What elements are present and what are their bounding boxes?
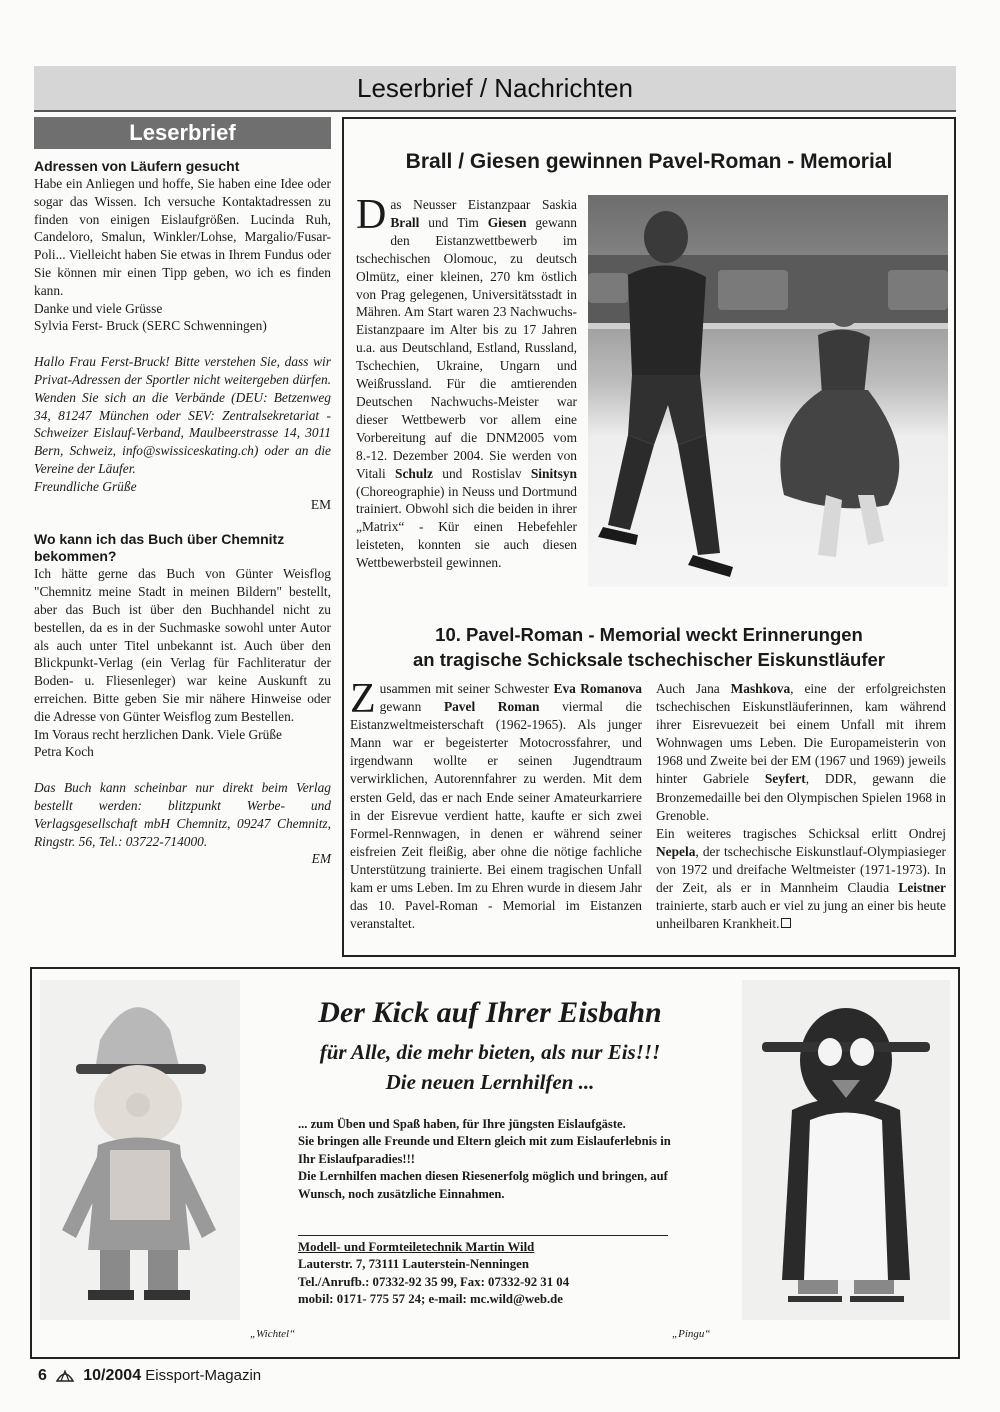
- letter2-heading: Wo kann ich das Buch über Chemnitz bekommen?: [34, 531, 285, 565]
- article2-text-part: trainierte, starb auch er viel zu jung an einer bis heute unheilbaren Krankheit.: [656, 898, 946, 932]
- end-of-article-icon: [781, 918, 791, 928]
- article2-dropcap: Z: [350, 676, 376, 722]
- leserbrief-column: [34, 158, 331, 868]
- article2-title: [342, 622, 956, 672]
- name-brall: Brall: [390, 214, 420, 230]
- article2-text-part: viermal die Eistanzweltmeisterschaft (1962-1965). Als junger Mann war er begeisterter Motocrossfahrer, und irgendwann wollte er seinen Jugendtraum verwirklichen, Autorennfahrer zu werden. Mit dem ersten Geld, das er nach Ende seiner Amateurkarriere in der Eisrevue verdient hatte, kaufte er sich zwei Formel-Rennwagen, in denen er während seiner eisfreien Zeit fleißig, aber ohne die nötige fachliche Unterstützung trainierte. Bei einem tragischen Unfall kam er ums Leben. Im zu Ehren wurde in diesem Jahr das 10. Pavel-Roman - Memorial im Eistanzen veranstaltet.: [350, 699, 642, 932]
- ad-subheadline-2: Die neuen Lernhilfen ...: [385, 1070, 595, 1094]
- letter2-signature: Petra Koch: [34, 744, 94, 760]
- article1-text-part: gewann den Eistanzwettbewerb im tschechischen Olomouc, zu deutsch Olmütz, einer kleinen, 270 km östlich von Prag gelegenen, Universitätsstadt in Mähren. Am Start waren 23 Nachwuchs-Eistanzpaare im Alter bis zu 17 Jahren u.a. aus Deutschland, Estland, Russland, Tschechien, Ukraine, Ungarn und Weißrussland. Für die amtierenden Deutschen Nachwuchs-Meister war dieser Wettbewerb vor allem eine Vorbereitung auf die DNM2005 vom 8.-12. Dezember 2004. Sie werden von Vitali: [356, 214, 577, 481]
- magazine-logo-icon: [55, 1365, 75, 1383]
- issue-number: 10/2004: [83, 1367, 142, 1384]
- letter1-reply-closing: Freundliche Grüße: [34, 478, 137, 494]
- letter1-reply: Hallo Frau Ferst-Bruck! Bitte verstehen Sie, dass wir Privat-Adressen der Sportler nicht weitergeben dürfen. Wenden Sie sich an die Verbände (DEU: Betzenweg 34, 81247 München oder SEV: Zentralsekretariat - Schweizer Eislauf-Verband, Maulbeerstrasse 14, 3011 Bern, Schweiz, info@swissiceskating.ch) oder an die Vereine der Läufer.: [34, 354, 331, 476]
- letter2-thanks: Im Voraus recht herzlichen Dank. Viele Grüße: [34, 726, 282, 742]
- ad-divider: [298, 1235, 668, 1236]
- article1-dropcap: D: [356, 192, 387, 238]
- name-leistner: Leistner: [898, 880, 946, 896]
- page-number: 6: [38, 1367, 47, 1384]
- ad-line-3: Die Lernhilfen machen diesen Riesenerfolg möglich und bringen, auf Wunsch, noch zusätzliche Einnahmen.: [298, 1169, 668, 1201]
- letter2-body: Ich hätte gerne das Buch von Günter Weisflog "Chemnitz meine Stadt in meinen Bildern" bestellt, aber das Buch ist über den Buchhandel nicht zu bestellen, da es in der Suchmaske sowohl unter Autor als auch unter Titel unbekannt ist. Auch über den Blickpunkt-Verlag (ein Verlag für Fachliteratur der Boden- u. Fliesenleger) war keine Auskunft zu erreichen. Bitte geben Sie mir nähere Hinweise oder die Adresse von Günter Weisflog zum Bestellen.: [34, 566, 331, 724]
- magazine-name: Eissport-Magazin: [145, 1367, 262, 1384]
- ad-line-2: Sie bringen alle Freunde und Eltern gleich mit zum Eislauferlebnis in Ihr Eislaufparadies!!!: [298, 1134, 671, 1166]
- letter1-signature: Sylvia Ferst- Bruck (SERC Schwenningen): [34, 318, 267, 334]
- ice-dance-photo-illustration: [588, 195, 948, 587]
- pingu-figure-photo: [742, 980, 950, 1320]
- letter2-reply: Das Buch kann scheinbar nur direkt beim Verlag bestellt werden: blitzpunkt Werbe- und Verlagsgesellschaft mbH Chemnitz, 09247 Chemnitz, Ringstr. 56, Tel.: 03722-714000.: [34, 780, 331, 849]
- name-pavel-roman: Pavel Roman: [443, 699, 540, 715]
- letter1-body: Habe ein Anliegen und hoffe, Sie haben eine Idee oder sogar das Wissen. Ich versuche Kontaktadressen zu finden von einigen Eislaufgrößen. Lucinda Ruh, Candeloro, Smalun, Winkler/Lohse, Margalio/Fusar-Poli... Vielleicht haben Sie etwas in Ihrem Fundus oder Sie können mir einen Tipp geben, wo ich es finden kann.: [34, 176, 331, 298]
- wichtel-caption: „Wichtel“: [250, 1328, 296, 1340]
- pingu-figure-illustration: [742, 980, 950, 1320]
- wichtel-figure-illustration: [40, 980, 240, 1320]
- article1-text-part: as Neusser Eistanzpaar Saskia: [390, 197, 577, 212]
- leserbrief-band: [34, 117, 331, 149]
- wichtel-figure-photo: [40, 980, 240, 1320]
- article1-text: [356, 192, 577, 572]
- article2-title-line1: 10. Pavel-Roman - Memorial weckt Erinnerungen: [435, 624, 863, 645]
- name-mashkova: Mashkova: [730, 681, 791, 696]
- name-sinitsyn: Sinitsyn: [530, 465, 577, 481]
- article1-text-part: (Choreographie) in Neuss und Dortmund trainiert. Obwohl sich die beiden in ihrer „Matrix“ - Kür einen Hebefehler leisteten, konnten sie auch diesen Wettbewerbsteil gewinnen.: [356, 483, 577, 571]
- name-giesen: Giesen: [487, 214, 527, 230]
- ad-subheadline-1: für Alle, die mehr bieten, als nur Eis!!!: [319, 1040, 661, 1064]
- ad-address: Lauterstr. 7, 73111 Lauterstein-Nenningen: [298, 1257, 529, 1272]
- article2-text-part: Auch Jana: [656, 681, 731, 696]
- ad-contact: [298, 1239, 678, 1309]
- article2-text-part: , eine der erfolgreichsten tschechischen Eiskunstläuferinnen, kam während ihrer Eisrevuezeit bei einem Unfall mit ihrem Wohnwagen ums Leben. Die Europameisterin von 1968 und Zweite bei der EM (1967 und 1969) jeweils hinter Gabriele: [656, 681, 946, 787]
- name-eva-romanova: Eva Romanova: [553, 681, 643, 696]
- name-schulz: Schulz: [395, 465, 433, 481]
- article1-title: Brall / Giesen gewinnen Pavel-Roman - Memorial: [405, 150, 893, 173]
- section-header: [34, 66, 956, 112]
- ad-headline: Der Kick auf Ihrer Eisbahn: [318, 996, 662, 1029]
- ad-phone: Tel./Anrufb.: 07332-92 35 99, Fax: 07332-92 31 04: [298, 1274, 570, 1289]
- name-nepela: Nepela: [656, 843, 696, 859]
- ice-dance-photo: [588, 195, 948, 587]
- ad-mobile: mobil: 0171- 775 57 24; e-mail: mc.wild@web.de: [298, 1292, 563, 1307]
- leserbrief-band-label: Leserbrief: [129, 120, 236, 145]
- article1-text-part: und Rostislav: [432, 465, 531, 481]
- pingu-caption: „Pingu“: [672, 1328, 711, 1340]
- ad-line-1: ... zum Üben und Spaß haben, für Ihre jüngsten Eislaufgäste.: [298, 1117, 626, 1131]
- article2-text-part: usammen mit seiner Schwester: [379, 681, 554, 696]
- letter1-reply-initials: EM: [310, 496, 331, 512]
- article2-text-part: , DDR, gewann die Bronzemedaille bei den Olympischen Spielen 1968 in Grenoble.: [656, 771, 946, 823]
- article2-column1: [350, 676, 643, 933]
- letter1-thanks: Danke und viele Grüsse: [34, 300, 163, 316]
- page-footer: [38, 1365, 261, 1385]
- article2-text-part: , der tschechische Eiskunstlauf-Olympiasieger von 1972 und dreifache Weltmeister (1971-1973). In der Zeit, als er in Mannheim Claudia: [656, 843, 946, 896]
- ad-company: Modell- und Formteiletechnik Martin Wild: [298, 1240, 535, 1254]
- name-seyfert: Seyfert: [764, 771, 806, 787]
- letter2-reply-initials: EM: [311, 851, 331, 867]
- article2-column2: [656, 680, 946, 933]
- letter1-heading: Adressen von Läufern gesucht: [34, 158, 240, 174]
- article2-title-line2: an tragische Schicksale tschechischer Eiskunstläufer: [413, 649, 885, 670]
- article2-text-part: gewann: [379, 699, 444, 715]
- article2-text-part: Ein weiteres tragisches Schicksal erlitt Ondrej: [656, 825, 946, 841]
- ad-body: [298, 1116, 678, 1203]
- section-title: Leserbrief / Nachrichten: [356, 73, 634, 103]
- article1-text-part: und Tim: [419, 214, 488, 230]
